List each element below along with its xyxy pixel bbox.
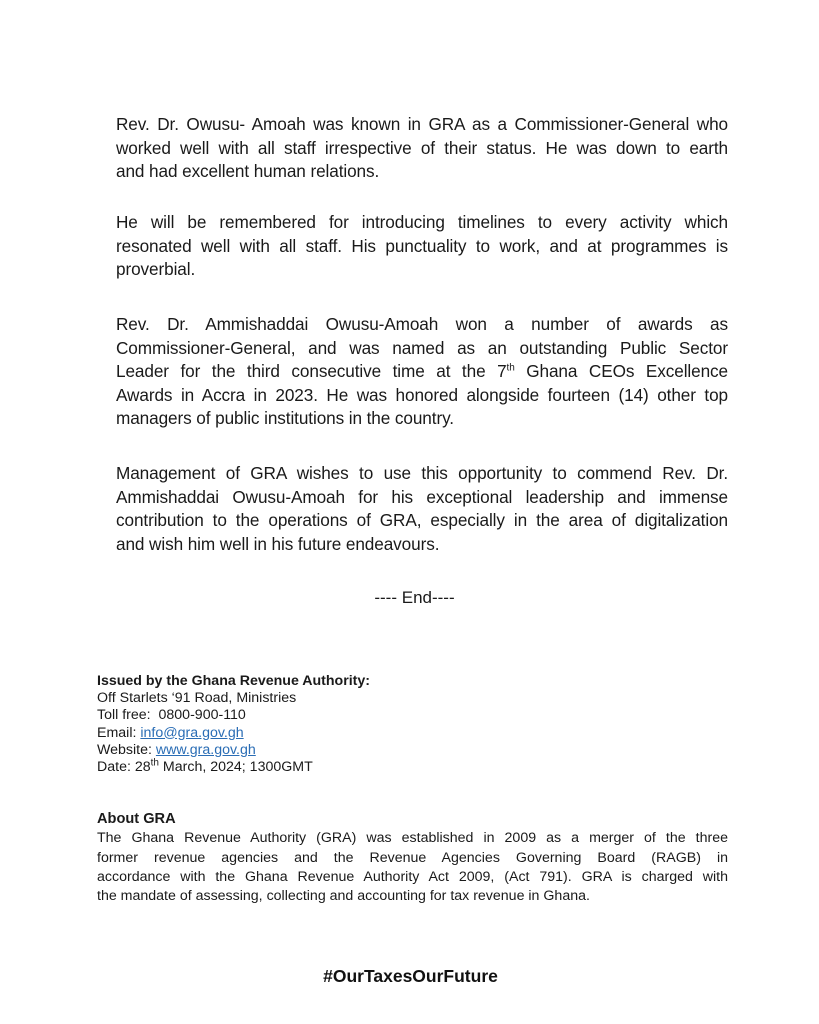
text-line: accordance with the Ghana Revenue Authority Act 2009, (Act 791). GRA is charged with	[97, 868, 728, 885]
text-line: The Ghana Revenue Authority (GRA) was established in 2009 as a merger of the three	[97, 830, 728, 847]
email-line	[97, 725, 370, 742]
text-line: former revenue agencies and the Revenue Agencies Governing Board (RAGB) in	[97, 849, 728, 866]
email-link[interactable]: info@gra.gov.gh	[140, 724, 244, 741]
text-line: the mandate of assessing, collecting and accounting for tax revenue in Ghana.	[97, 888, 590, 905]
paragraph-timelines	[116, 211, 728, 282]
date-line	[97, 759, 370, 776]
date-label: Date: 28	[97, 759, 151, 776]
end-marker: ---- End----	[374, 588, 455, 607]
text-line: Commissioner-General, and was named as an outstanding Public Sector	[116, 337, 728, 358]
paragraph-commendation	[116, 462, 728, 556]
date-rest: March, 2024; 1300GMT	[158, 759, 313, 776]
text-line: proverbial.	[116, 259, 196, 279]
website-link[interactable]: www.gra.gov.gh	[155, 741, 256, 758]
email-label: Email:	[97, 724, 141, 741]
ordinal-superscript: th	[506, 362, 515, 374]
text-line: and wish him well in his future endeavours.	[116, 533, 440, 554]
text-line: resonated well with all staff. His punctuality to work, and at programmes is	[116, 235, 728, 256]
about-gra-block	[97, 810, 728, 906]
issuer-contact-block	[97, 673, 370, 776]
text-line: Management of GRA wishes to use this opportunity to commend Rev. Dr.	[116, 463, 728, 483]
toll-free-label: Toll free:	[97, 707, 159, 724]
text-line: Rev. Dr. Ammishaddai Owusu-Amoah won a number of awards as	[116, 314, 728, 334]
text-line: managers of public institutions in the country.	[116, 408, 454, 428]
toll-free-line	[97, 707, 370, 724]
text-segment: Leader for the third consecutive time at the 7	[116, 361, 507, 381]
text-line: and had excellent human relations.	[116, 161, 380, 181]
text-line: contribution to the operations of GRA, especially in the area of digitalization	[116, 510, 728, 530]
date-ordinal-superscript: th	[150, 757, 159, 769]
text-line: worked well with all staff irrespective of their status. He was down to earth	[116, 137, 728, 158]
website-label: Website:	[97, 741, 156, 758]
toll-free-number: 0800-900-110	[158, 707, 246, 724]
paragraph-staff-relations	[116, 113, 728, 184]
text-line: Awards in Accra in 2023. He was honored alongside fourteen (14) other top	[116, 384, 728, 405]
text-line: Ammishaddai Owusu-Amoah for his exceptional leadership and immense	[116, 486, 728, 507]
about-title: About GRA	[97, 811, 176, 827]
website-line	[97, 742, 370, 759]
paragraph-awards	[116, 313, 728, 431]
hashtag: #OurTaxesOurFuture	[323, 966, 498, 986]
text-line: He will be remembered for introducing timelines to every activity which	[116, 212, 728, 232]
text-line-with-superscript	[116, 360, 728, 384]
text-line: Rev. Dr. Owusu- Amoah was known in GRA as a Commissioner-General who	[116, 114, 728, 134]
issuer-address: Off Starlets ‘91 Road, Ministries	[97, 690, 297, 707]
text-segment: Ghana CEOs Excellence	[514, 361, 729, 381]
issuer-title: Issued by the Ghana Revenue Authority:	[97, 673, 371, 689]
